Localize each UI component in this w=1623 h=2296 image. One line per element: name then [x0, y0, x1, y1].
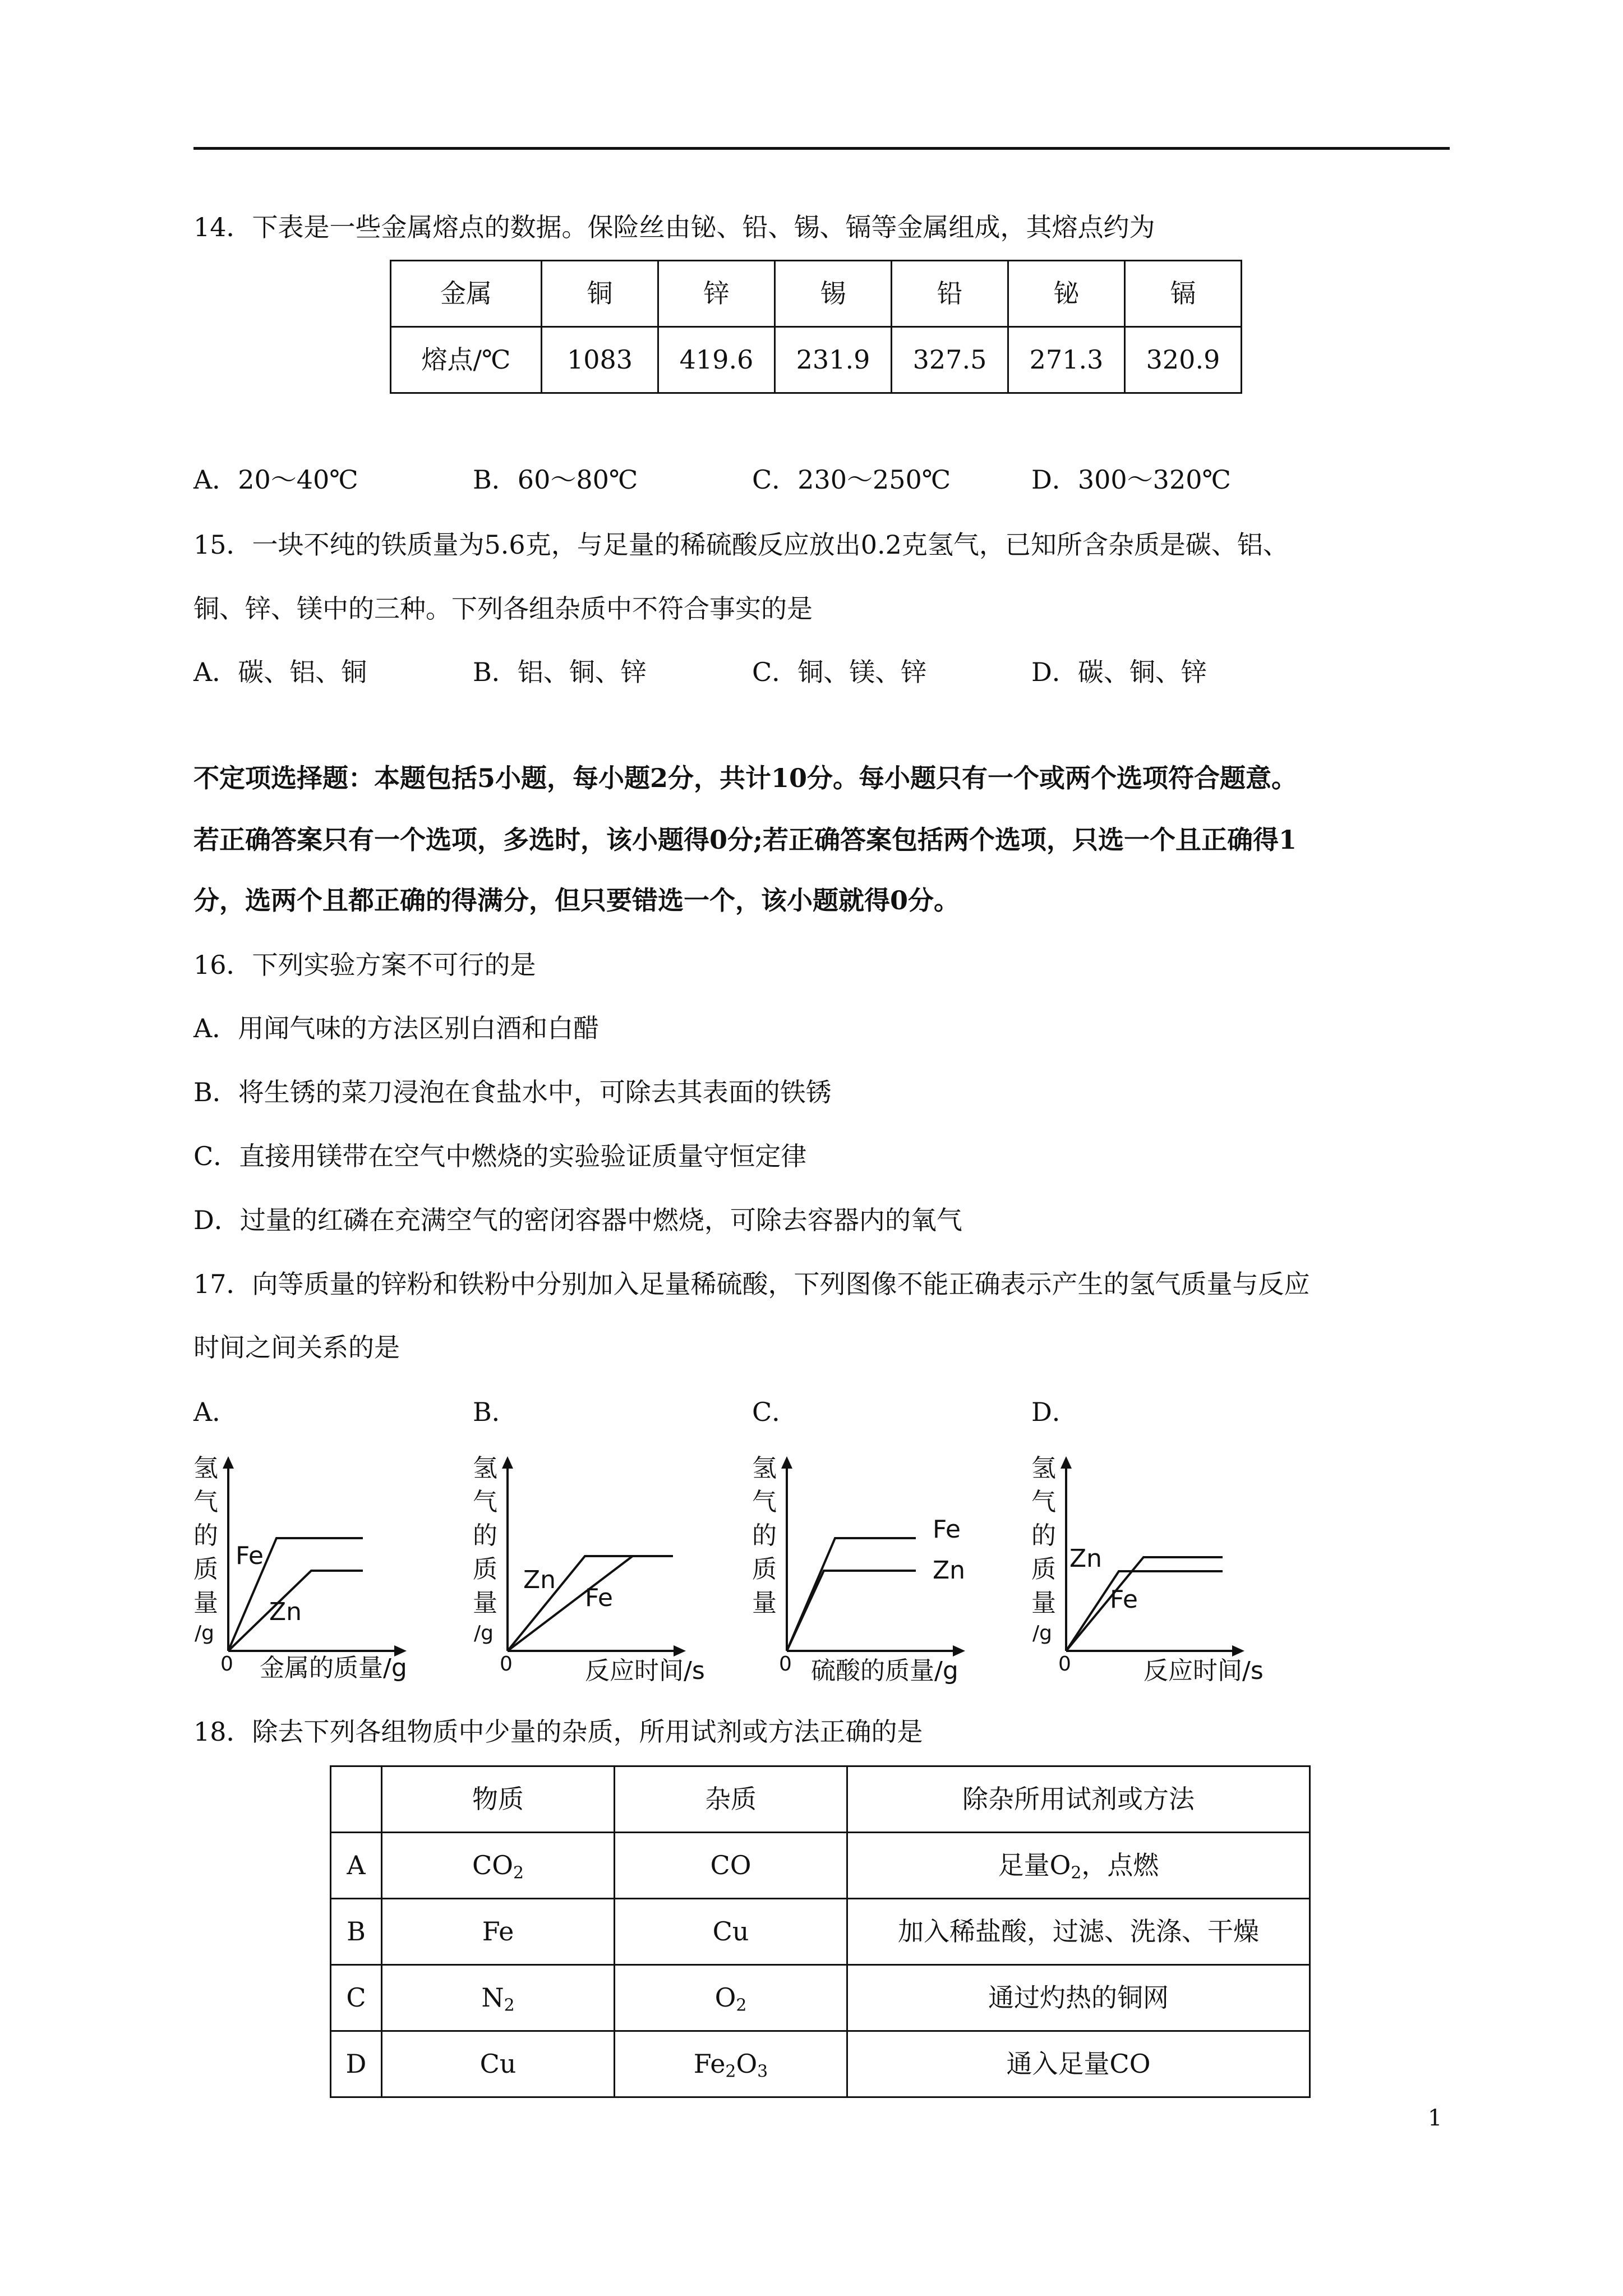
- q15-option-b: B．铝、铜、锌: [473, 657, 647, 687]
- graph-fe-label: Fe: [585, 1584, 613, 1612]
- table-cell: 271.3: [1008, 327, 1125, 393]
- formula-main: CO: [710, 1849, 751, 1880]
- graph-b: [473, 1452, 736, 1693]
- graph-ylabel-char: 气: [193, 1488, 218, 1516]
- q17-option-b-label: B．: [473, 1397, 518, 1427]
- graph-ylabel-char: 质: [752, 1555, 777, 1584]
- table-row: [331, 1965, 1310, 2031]
- graph-ylabel-char: 的: [473, 1521, 497, 1550]
- method-cell: [847, 1965, 1310, 2031]
- graph-a: [193, 1452, 457, 1693]
- row-key: A: [331, 1833, 382, 1899]
- q14-option-d: D．300～320℃: [1031, 464, 1231, 495]
- substance-cell: [382, 2031, 615, 2097]
- q15-option-a: A．碳、铝、铜: [193, 657, 367, 687]
- formula-subscript: 2: [504, 1995, 515, 2016]
- graph-xlabel: 反应时间/s: [1144, 1657, 1264, 1685]
- graph-origin: 0: [779, 1653, 792, 1676]
- substance-cell: [382, 1833, 615, 1899]
- q14-stem: 14．下表是一些金属熔点的数据。保险丝由铋、铅、锡、镉等金属组成，其熔点约为: [193, 212, 1155, 242]
- graph-zn-label: Zn: [523, 1566, 556, 1594]
- table-header-cell: 除杂所用试剂或方法: [847, 1766, 1310, 1833]
- graph-ylabel-char: 的: [193, 1521, 218, 1550]
- substance-cell: [382, 1965, 615, 2031]
- table-header-cell: 杂质: [615, 1766, 847, 1833]
- graph-yunit: /g: [474, 1622, 494, 1645]
- table-row: [331, 1899, 1310, 1965]
- graph-ylabel-char: 量: [752, 1589, 777, 1617]
- method-text: ，点燃: [1081, 1849, 1159, 1880]
- graph-fe-label: Fe: [236, 1542, 264, 1570]
- graph-ylabel-char: 质: [473, 1555, 497, 1584]
- formula-subscript: 3: [757, 2062, 768, 2082]
- q17-option-a-label: A．: [193, 1397, 238, 1427]
- q16-option-b: B．将生锈的菜刀浸泡在食盐水中，可除去其表面的铁锈: [193, 1077, 832, 1107]
- q15-option-d: D．碳、铜、锌: [1031, 657, 1207, 687]
- graph-ylabel-char: 质: [193, 1555, 218, 1584]
- graph-ylabel-char: 气: [752, 1488, 777, 1516]
- table-cell: 327.5: [892, 327, 1008, 393]
- q17-option-c-label: C．: [752, 1397, 798, 1427]
- table-cell: 铅: [892, 261, 1008, 327]
- graph-d: [1031, 1452, 1295, 1693]
- table-header-cell: 物质: [382, 1766, 615, 1833]
- method-cell: [847, 1833, 1310, 1899]
- impurity-cell: [615, 2031, 847, 2097]
- arrow-up-icon: [223, 1456, 234, 1469]
- graph-ylabel-char: 质: [1031, 1555, 1056, 1584]
- graph-ylabel-char: 气: [473, 1488, 497, 1516]
- graph-ylabel-char: 氢: [752, 1454, 777, 1483]
- table-cell: 320.9: [1125, 327, 1242, 393]
- graph-zn-label: Zn: [933, 1556, 966, 1585]
- q14-option-a: A．20～40℃: [193, 464, 358, 495]
- arrow-right-icon: [674, 1645, 686, 1657]
- graph-ylabel-char: 氢: [193, 1454, 218, 1483]
- melting-table-value-row: [391, 327, 1242, 393]
- graph-fe-label: Fe: [1110, 1585, 1138, 1614]
- section-instruction-line1: 不定项选择题：本题包括5小题，每小题2分，共计10分。每小题只有一个或两个选项符合题意。: [193, 763, 1298, 793]
- section-instruction-line3: 分，选两个且都正确的得满分，但只要错选一个，该小题就得0分。: [193, 885, 960, 915]
- melting-point-table: [390, 260, 1242, 394]
- q17-option-d-label: D．: [1031, 1397, 1078, 1427]
- table-cell: 熔点/℃: [391, 327, 542, 393]
- graph-ylabel-char: 量: [1031, 1589, 1056, 1617]
- graph-ylabel-char: 氢: [1031, 1454, 1056, 1483]
- graph-ylabel-char: 氢: [473, 1454, 497, 1483]
- impurity-removal-table: [330, 1765, 1311, 2098]
- table-cell: 锌: [658, 261, 775, 327]
- arrow-up-icon: [502, 1456, 513, 1469]
- table-cell: 铋: [1008, 261, 1125, 327]
- graph-xlabel: 硫酸的质量/g: [811, 1657, 958, 1685]
- impurity-cell: [615, 1899, 847, 1965]
- substance-cell: [382, 1899, 615, 1965]
- q16-stem: 16．下列实验方案不可行的是: [193, 950, 536, 980]
- graph-zn-label: Zn: [1069, 1544, 1103, 1573]
- arrow-up-icon: [1061, 1456, 1072, 1469]
- method-cell: [847, 1899, 1310, 1965]
- graph-c: [752, 1452, 1016, 1693]
- table-cell: 镉: [1125, 261, 1242, 327]
- header-rule: [193, 147, 1450, 150]
- formula-subscript: 2: [513, 1863, 524, 1883]
- formula-main: Fe: [482, 1916, 514, 1947]
- q14-option-b: B．60～80℃: [473, 464, 638, 495]
- graph-xlabel: 金属的质量/g: [260, 1654, 407, 1682]
- row-key: C: [331, 1965, 382, 2031]
- q16-option-c: C．直接用镁带在空气中燃烧的实验验证质量守恒定律: [193, 1141, 807, 1171]
- graph-ylabel-char: 量: [193, 1589, 218, 1617]
- formula-main: CO: [472, 1849, 513, 1880]
- method-cell: [847, 2031, 1310, 2097]
- impurity-cell: [615, 1833, 847, 1899]
- graph-fe-label: Fe: [933, 1515, 961, 1544]
- q17-stem-line1: 17．向等质量的锌粉和铁粉中分别加入足量稀硫酸，下列图像不能正确表示产生的氢气质量与反应: [193, 1269, 1310, 1299]
- arrow-right-icon: [953, 1645, 965, 1657]
- section-instruction-line2: 若正确答案只有一个选项，多选时，该小题得0分;若正确答案包括两个选项，只选一个且正确得1: [193, 825, 1297, 855]
- method-text: 通入足量CO: [1006, 2048, 1151, 2079]
- table-cell: 419.6: [658, 327, 775, 393]
- arrow-up-icon: [781, 1456, 792, 1469]
- q15-option-c: C．铜、镁、锌: [752, 657, 927, 687]
- graph-ylabel-char: 的: [1031, 1521, 1056, 1550]
- row-key: B: [331, 1899, 382, 1965]
- q18-stem: 18．除去下列各组物质中少量的杂质，所用试剂或方法正确的是: [193, 1717, 923, 1747]
- method-text: 足量O: [998, 1849, 1071, 1880]
- method-text: 通过灼热的铜网: [988, 1982, 1169, 2013]
- table-cell: 金属: [391, 261, 542, 327]
- graph-zn-line: [1066, 1571, 1223, 1651]
- formula-main: N: [481, 1982, 504, 2013]
- q16-option-a: A．用闻气味的方法区别白酒和白醋: [193, 1013, 600, 1043]
- q16-option-d: D．过量的红磷在充满空气的密闭容器中燃烧，可除去容器内的氧气: [193, 1205, 962, 1235]
- graph-fe-line: [787, 1538, 916, 1651]
- graph-yunit: /g: [195, 1622, 214, 1645]
- q14-option-c: C．230～250℃: [752, 464, 951, 495]
- table-row: [331, 2031, 1310, 2097]
- graph-ylabel-char: 量: [473, 1589, 497, 1617]
- graph-xlabel: 反应时间/s: [585, 1657, 705, 1685]
- page-number: 1: [1428, 2105, 1442, 2131]
- melting-table-header-row: [391, 261, 1242, 327]
- impurity-cell: [615, 1965, 847, 2031]
- method-text: 加入稀盐酸，过滤、洗涤、干燥: [898, 1916, 1259, 1947]
- arrow-right-icon: [1232, 1645, 1244, 1657]
- formula-subscript: 2: [1071, 1863, 1082, 1883]
- graph-origin: 0: [1058, 1653, 1071, 1676]
- formula-subscript: 2: [725, 2062, 736, 2082]
- graph-ylabel-char: 气: [1031, 1488, 1056, 1516]
- formula-main: Fe: [693, 2048, 726, 2079]
- graph-ylabel-char: 的: [752, 1521, 777, 1550]
- formula-main: Cu: [712, 1916, 749, 1947]
- table-cell: 1083: [542, 327, 658, 393]
- q15-stem-line1: 15．一块不纯的铁质量为5.6克，与足量的稀硫酸反应放出0.2克氢气，已知所含杂质是碳、铝、: [193, 530, 1289, 560]
- table-row: [331, 1833, 1310, 1899]
- graph-zn-label: Zn: [269, 1598, 302, 1626]
- formula-main: O: [714, 1982, 736, 2013]
- table-cell: 锡: [775, 261, 892, 327]
- row-key: D: [331, 2031, 382, 2097]
- graph-origin: 0: [500, 1653, 513, 1676]
- formula-main: O: [736, 2048, 758, 2079]
- graph-origin: 0: [220, 1653, 233, 1676]
- table-cell: [331, 1766, 382, 1833]
- formula-main: Cu: [479, 2048, 517, 2079]
- q15-stem-line2: 铜、锌、镁中的三种。下列各组杂质中不符合事实的是: [193, 593, 813, 624]
- graph-zn-line: [787, 1571, 916, 1651]
- q17-stem-line2: 时间之间关系的是: [193, 1332, 400, 1363]
- table-cell: 铜: [542, 261, 658, 327]
- graph-yunit: /g: [1032, 1622, 1052, 1645]
- table-cell: 231.9: [775, 327, 892, 393]
- table-header-row: [331, 1766, 1310, 1833]
- formula-subscript: 2: [736, 1995, 747, 2016]
